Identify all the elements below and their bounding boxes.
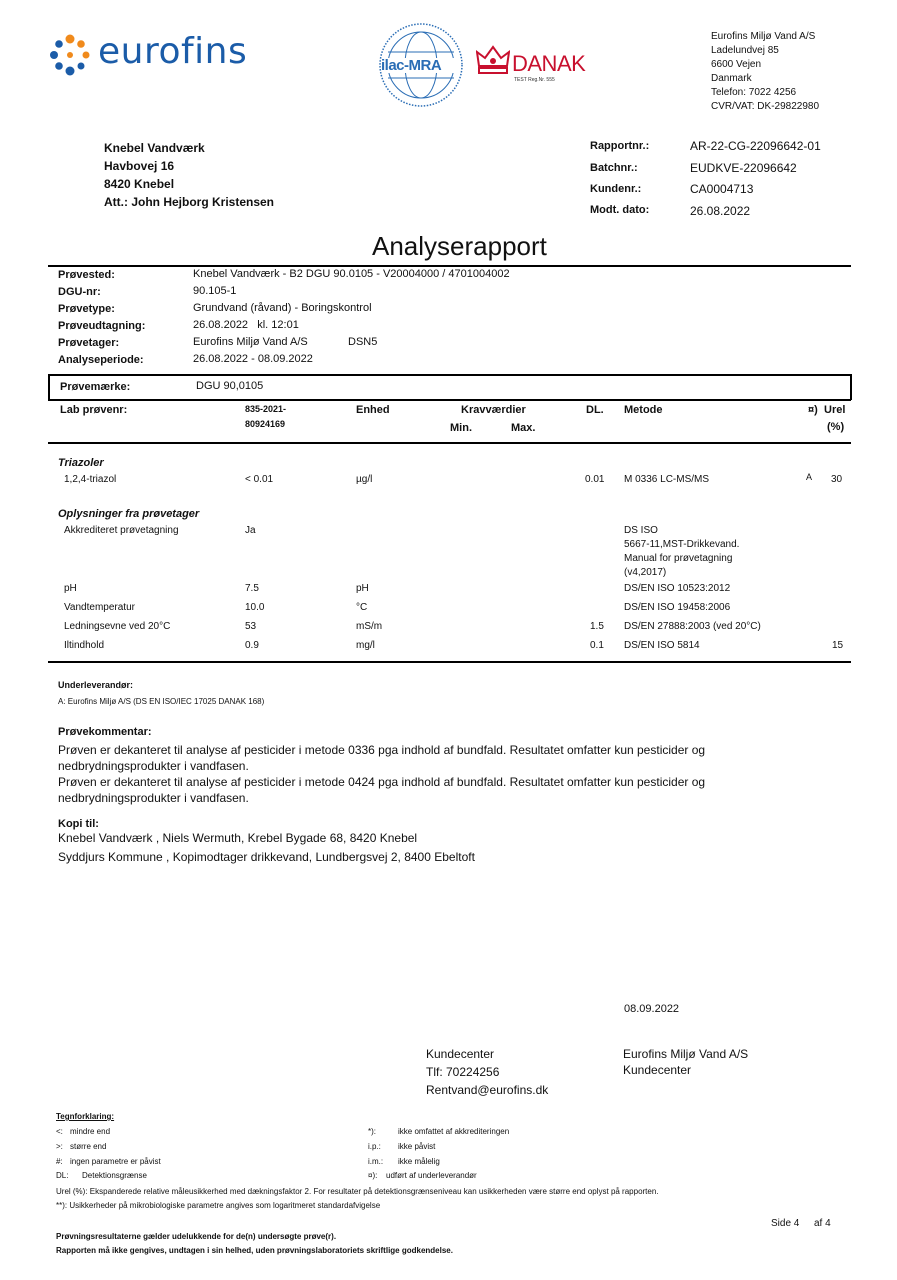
eurofins-dots-icon [48, 33, 92, 77]
group-oplysninger: Oplysninger fra prøvetager [58, 508, 200, 520]
provetager-code: DSN5 [348, 336, 378, 348]
kundecenter-email[interactable]: Rentvand@eurofins.dk [426, 1083, 549, 1097]
table-left-border [48, 374, 50, 400]
batchnr-label: Batchnr.: [590, 162, 638, 174]
row-method: DS/EN ISO 19458:2006 [624, 602, 731, 613]
col-max: Max. [511, 422, 536, 434]
row-name: Ledningsevne ved 20°C [64, 621, 171, 632]
col-sample-no-1: 835-2021- [245, 404, 287, 414]
row-method: M 0336 LC-MS/MS [624, 474, 710, 485]
report-date: 08.09.2022 [624, 1003, 680, 1015]
divider-table-top [48, 374, 851, 376]
row-name: pH [64, 583, 77, 594]
danak-reg: TEST Reg.Nr. 555 [514, 77, 555, 83]
provested-label: Prøvested: [58, 269, 115, 281]
row-dl: 1.5 [590, 621, 604, 632]
legend-sym: i.m.: [368, 1157, 384, 1166]
row-name: 1,2,4-triazol [64, 474, 117, 485]
row-method: DS/EN ISO 10523:2012 [624, 583, 731, 594]
footer-line-1: Prøvningsresultaterne gælder udelukkende for de(n) undersøgte prøve(r). [56, 1232, 337, 1241]
page-title: Analyserapport [372, 231, 547, 261]
legend-sym: ¤): [368, 1171, 378, 1180]
signature-dept: Kundecenter [623, 1063, 692, 1077]
group-triazoler: Triazoler [58, 457, 104, 469]
periode-value: 26.08.2022 - 08.09.2022 [193, 353, 313, 365]
row-method-4: (v4,2017) [624, 567, 667, 578]
rapportnr-label: Rapportnr.: [590, 140, 650, 152]
crown-icon [476, 44, 510, 76]
modt-value: 26.08.2022 [690, 204, 751, 218]
legend-txt: ingen parametre er påvist [70, 1157, 161, 1166]
signature-company: Eurofins Miljø Vand A/S [623, 1047, 749, 1061]
legend-label: Tegnforklaring: [56, 1112, 115, 1121]
divider-table-header [48, 399, 851, 401]
page-total: af 4 [814, 1218, 831, 1229]
kommentar-label: Prøvekommentar: [58, 726, 152, 738]
row-dl: 0.01 [585, 474, 605, 485]
legend-sym: >: [56, 1142, 63, 1151]
divider-table-body [48, 442, 851, 444]
provetager-label: Prøvetager: [58, 337, 120, 349]
lab-city: 6600 Vejen [711, 59, 762, 70]
legend-txt: større end [70, 1142, 107, 1151]
kommentar-line-4: nedbrydningsprodukter i vandfasen. [58, 791, 249, 805]
row-value: < 0.01 [245, 474, 274, 485]
modt-label: Modt. dato: [590, 204, 650, 216]
table-right-border [850, 374, 852, 400]
col-krav: Kravværdier [461, 404, 526, 416]
legend-txt: udført af underleverandør [386, 1171, 477, 1180]
col-flag: ¤) [808, 404, 818, 416]
kommentar-line-3: Prøven er dekanteret til analyse af pesticider i metode 0424 pga indhold af bundfald. Resultatet omfatter kun pesticider og [58, 775, 706, 789]
kundecenter-label: Kundecenter [426, 1047, 495, 1061]
row-urel: 15 [832, 640, 844, 651]
legend-txt: ikke påvist [398, 1142, 436, 1151]
underleverandor-label: Underleverandør: [58, 680, 134, 690]
row-method: DS/EN ISO 5814 [624, 640, 700, 651]
row-value: Ja [245, 525, 256, 536]
eurofins-wordmark: eurofins [98, 31, 248, 72]
legend-txt: ikke målelig [398, 1157, 440, 1166]
footer-line-2: Rapporten må ikke gengives, undtagen i sin helhed, uden prøvningslaboratoriets skriftlige godkendelse. [56, 1246, 453, 1255]
col-urel-1: Urel [824, 404, 846, 416]
rapportnr-value: AR-22-CG-22096642-01 [690, 139, 821, 153]
row-value: 53 [245, 621, 257, 632]
legend-micro: **): Usikkerheder på mikrobiologiske parametre angives som logaritmeret standardafvigelse [56, 1201, 381, 1210]
provetype-value: Grundvand (råvand) - Boringskontrol [193, 302, 372, 314]
udtagning-label: Prøveudtagning: [58, 320, 146, 332]
underleverandor-text: A: Eurofins Miljø A/S (DS EN ISO/IEC 17025 DANAK 168) [58, 697, 265, 706]
legend-urel: Urel (%): Ekspanderede relative måleusikkerhed med dækningsfaktor 2. For resultater på detektionsgrænseniveau kan usikkerheden være større end oplyst på rapporten. [56, 1187, 659, 1196]
ilac-mra-logo [378, 22, 464, 108]
row-value: 7.5 [245, 583, 259, 594]
row-urel: 30 [831, 474, 843, 485]
provetager-value: Eurofins Miljø Vand A/S [193, 336, 308, 348]
danak-logo [476, 44, 601, 89]
divider-table-bottom [48, 661, 851, 663]
kommentar-line-1: Prøven er dekanteret til analyse af pesticider i metode 0336 pga indhold af bundfald. Resultatet omfatter kun pesticider og [58, 743, 706, 757]
kopi-line-1: Knebel Vandværk , Niels Wermuth, Krebel Bygade 68, 8420 Knebel [58, 831, 418, 845]
col-urel-2: (%) [827, 421, 845, 433]
row-value: 0.9 [245, 640, 259, 651]
legend-sym: i.p.: [368, 1142, 381, 1151]
batchnr-value: EUDKVE-22096642 [690, 161, 797, 175]
row-name: Akkrediteret prøvetagning [64, 525, 179, 536]
recipient-att: Att.: John Hejborg Kristensen [104, 195, 275, 209]
kundenr-value: CA0004713 [690, 182, 754, 196]
legend-sym: #: [56, 1157, 63, 1166]
legend-sym: <: [56, 1127, 63, 1136]
recipient-city: 8420 Knebel [104, 177, 175, 191]
legend-txt: mindre end [70, 1127, 111, 1136]
kundenr-label: Kundenr.: [590, 183, 642, 195]
lab-phone: Telefon: 7022 4256 [711, 87, 797, 98]
provemaerke-value: DGU 90,0105 [196, 380, 264, 392]
udtagning-value: 26.08.2022 kl. 12:01 [193, 319, 299, 331]
provetype-label: Prøvetype: [58, 303, 115, 315]
row-name: Iltindhold [64, 640, 105, 651]
recipient-name: Knebel Vandværk [104, 141, 205, 155]
col-dl: DL. [586, 404, 604, 416]
periode-label: Analyseperiode: [58, 354, 144, 366]
danak-wordmark: DANAK [512, 51, 586, 76]
kundecenter-phone: Tlf: 70224256 [426, 1065, 500, 1079]
col-enhed: Enhed [356, 404, 390, 416]
lab-name: Eurofins Miljø Vand A/S [711, 31, 816, 42]
dgu-label: DGU-nr: [58, 286, 101, 298]
col-min: Min. [450, 422, 472, 434]
lab-street: Ladelundvej 85 [711, 45, 779, 56]
row-unit: °C [356, 602, 368, 613]
row-unit: pH [356, 583, 369, 594]
lab-country: Danmark [711, 73, 752, 84]
col-metode: Metode [624, 404, 663, 416]
row-method-2: 5667-11,MST-Drikkevand. [624, 539, 740, 550]
legend-sym: *): [368, 1127, 376, 1136]
page-number: Side 4 [771, 1218, 800, 1229]
row-method-3: Manual for prøvetagning [624, 553, 733, 564]
row-unit: µg/l [356, 474, 373, 485]
legend-txt: Detektionsgrænse [82, 1171, 147, 1180]
lab-cvr: CVR/VAT: DK-29822980 [711, 101, 820, 112]
kopi-line-2: Syddjurs Kommune , Kopimodtager drikkevand, Lundbergsvej 2, 8400 Ebeltoft [58, 850, 475, 864]
legend-txt: ikke omfattet af akkrediteringen [398, 1127, 510, 1136]
legend-sym: DL: [56, 1171, 69, 1180]
row-method: DS/EN 27888:2003 (ved 20°C) [624, 621, 761, 632]
col-sample-no-2: 80924169 [245, 419, 286, 429]
ilac-mra-text: ilac-MRA [381, 57, 442, 74]
row-unit: mg/l [356, 640, 375, 651]
provested-value: Knebel Vandværk - B2 DGU 90.0105 - V20004000 / 4701004002 [193, 268, 510, 280]
row-method-1: DS ISO [624, 525, 658, 536]
provemaerke-label: Prøvemærke: [60, 381, 131, 393]
dgu-value: 90.105-1 [193, 285, 237, 297]
divider-top [48, 265, 851, 267]
kopi-label: Kopi til: [58, 818, 99, 830]
recipient-street: Havbovej 16 [104, 159, 175, 173]
eurofins-logo [48, 30, 258, 80]
kommentar-line-2: nedbrydningsprodukter i vandfasen. [58, 759, 249, 773]
row-flag: A [806, 472, 813, 482]
row-unit: mS/m [356, 621, 383, 632]
row-dl: 0.1 [590, 640, 604, 651]
row-value: 10.0 [245, 602, 265, 613]
row-name: Vandtemperatur [64, 602, 135, 613]
col-lab: Lab prøvenr: [60, 404, 128, 416]
